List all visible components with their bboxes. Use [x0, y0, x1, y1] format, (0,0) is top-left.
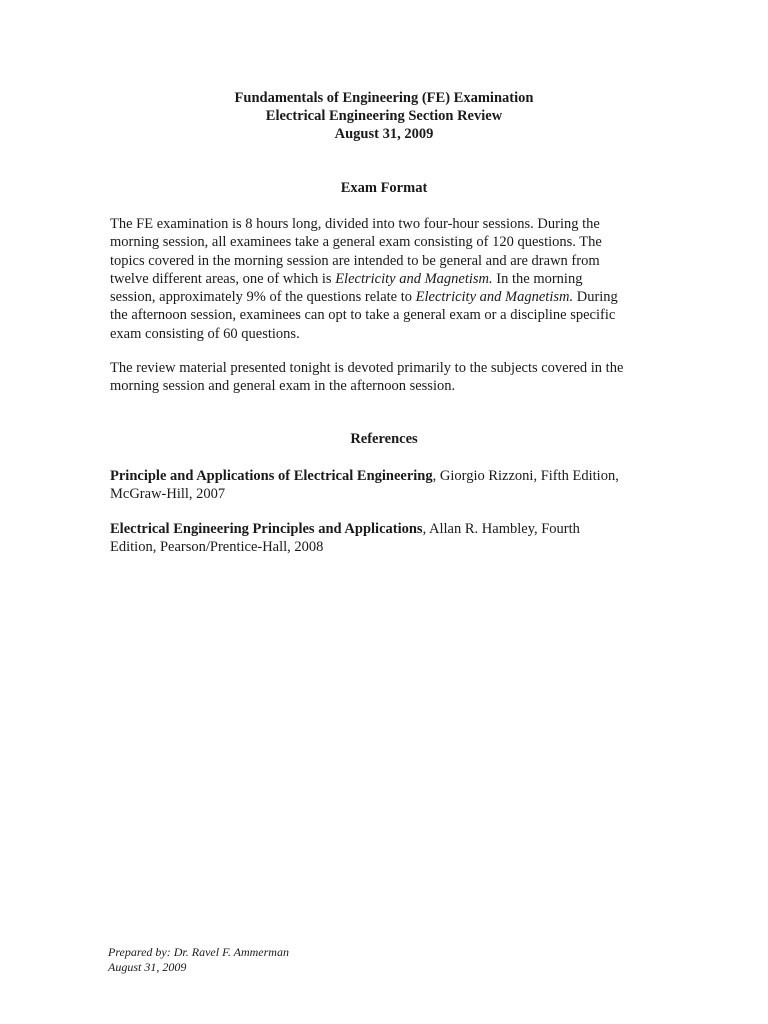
text-line: The FE examination is 8 hours long, divided into two four-hour sessions. During the: [110, 216, 600, 232]
footer-date: August 31, 2009: [108, 960, 187, 974]
emphasis-text: Electricity and Magnetism.: [415, 289, 574, 306]
text-line: [110, 467, 658, 485]
document-footer: [108, 945, 289, 975]
exam-format-paragraph-1: [110, 215, 658, 343]
document-subtitle: Electrical Engineering Section Review: [265, 108, 503, 124]
reference-title: Electrical Engineering Principles and Applications: [110, 521, 423, 537]
references-heading: References: [350, 431, 418, 447]
reference-details: , Allan R. Hambley, Fourth: [422, 521, 580, 537]
reference-title: Principle and Applications of Electrical Engineering: [110, 468, 433, 484]
text-line: The review material presented tonight is devoted primarily to the subjects covered in the: [110, 360, 624, 376]
text-segment: session, approximately 9% of the questions relate to: [110, 289, 416, 306]
text-segment: twelve different areas, one of which is: [110, 270, 336, 287]
document-date: August 31, 2009: [334, 126, 434, 142]
prepared-by: Prepared by: Dr. Ravel F. Ammerman: [108, 945, 289, 959]
text-segment: In the morning: [492, 270, 583, 287]
text-line: morning session and general exam in the afternoon session.: [110, 378, 456, 395]
reference-1: [110, 467, 658, 504]
exam-format-heading: Exam Format: [340, 180, 428, 196]
exam-format-paragraph-2: [110, 359, 658, 396]
text-line: topics covered in the morning session are intended to be general and are drawn from: [110, 252, 600, 269]
text-line: [110, 270, 658, 288]
text-line: exam consisting of 60 questions.: [110, 325, 300, 342]
reference-details: , Giorgio Rizzoni, Fifth Edition,: [432, 468, 619, 484]
text-line: morning session, all examinees take a general exam consisting of 120 questions. The: [110, 234, 602, 251]
reference-2: [110, 520, 658, 557]
text-line: the afternoon session, examinees can opt to take a general exam or a discipline specific: [110, 307, 616, 324]
emphasis-text: Electricity and Magnetism.: [335, 270, 493, 287]
text-line: [110, 288, 658, 306]
text-line: [110, 520, 658, 538]
text-line: Edition, Pearson/Prentice-Hall, 2008: [110, 539, 324, 556]
text-segment: During: [573, 289, 618, 306]
text-line: McGraw-Hill, 2007: [110, 486, 226, 503]
document-header: [110, 89, 658, 143]
document-title: Fundamentals of Engineering (FE) Examination: [234, 90, 534, 106]
